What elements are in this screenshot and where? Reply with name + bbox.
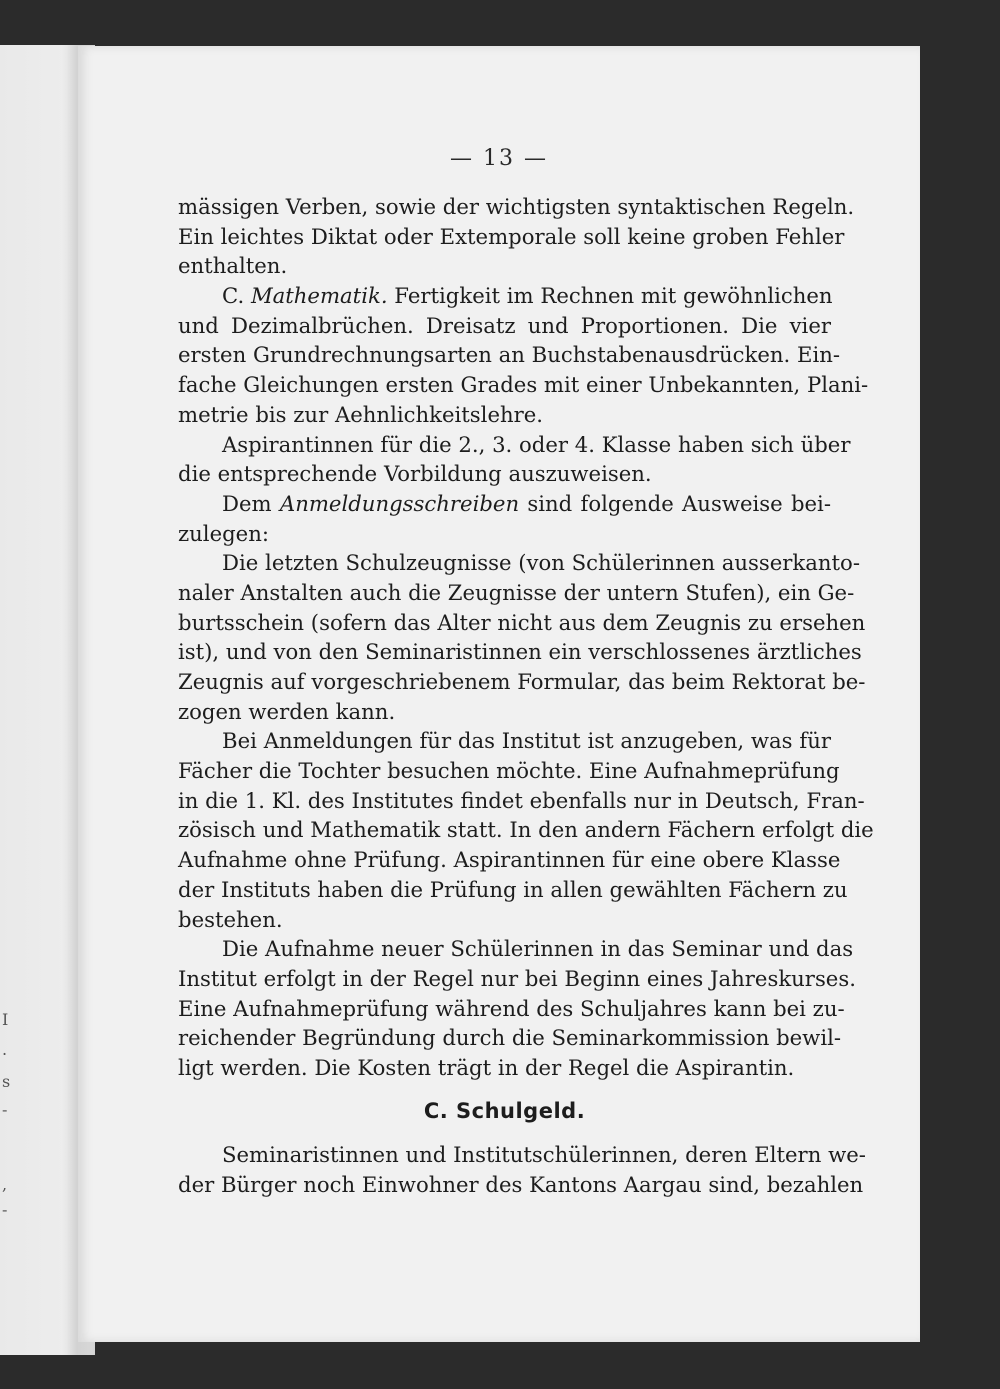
text-line: Bei Anmeldungen für das Institut ist anzugeben, was für: [222, 728, 831, 754]
text-line: reichender Begründung durch die Seminarkommission bewil-: [178, 1025, 842, 1051]
page-number: — 13 —: [450, 146, 548, 171]
emphasized-term: Anmeldungsschreiben: [279, 490, 520, 516]
text-line: naler Anstalten auch die Zeugnisse der untern Stufen), ein Ge-: [178, 579, 855, 605]
subject-title: Mathematik.: [250, 283, 388, 309]
edge-mark: .: [2, 1040, 8, 1059]
text-line: burtsschein (sofern das Alter nicht aus dem Zeugnis zu ersehen: [178, 609, 866, 635]
text-line: metrie bis zur Aehnlichkeitslehre.: [178, 401, 544, 427]
text-line: Die Aufnahme neuer Schülerinnen in das Seminar und das: [222, 936, 854, 962]
text-line: enthalten.: [178, 253, 288, 279]
book-page: [78, 46, 920, 1342]
text-line: [178, 489, 831, 519]
line-lead: Dem: [222, 490, 280, 516]
line-rest: sind folgende Ausweise bei-: [519, 490, 831, 516]
edge-mark: I: [2, 1010, 9, 1029]
text-line: Fächer die Tochter besuchen möchte. Eine Aufnahmeprüfung: [178, 758, 840, 784]
text-line: zösisch und Mathematik statt. In den andern Fächern erfolgt die: [178, 817, 874, 843]
text-line: der Bürger noch Einwohner des Kantons Aargau sind, bezahlen: [178, 1172, 864, 1197]
text-line: Seminaristinnen und Institutschülerinnen, deren Eltern we-: [222, 1142, 866, 1168]
text-line: mässigen Verben, sowie der wichtigsten syntaktischen Regeln.: [178, 194, 855, 219]
text-line: zogen werden kann.: [178, 698, 396, 724]
section-heading: C. Schulgeld.: [423, 1098, 586, 1123]
text-line: fache Gleichungen ersten Grades mit einer Unbekannten, Plani-: [178, 372, 869, 398]
text-line: Eine Aufnahmeprüfung während des Schuljahres kann bei zu-: [178, 995, 845, 1021]
text-line: Ein leichtes Diktat oder Extemporale soll keine groben Fehler: [178, 223, 845, 249]
text-line: ist), und von den Seminaristinnen ein verschlossenes ärztliches: [178, 639, 862, 665]
text-line: Aufnahme ohne Prüfung. Aspirantinnen für eine obere Klasse: [178, 847, 841, 873]
text-line: die entsprechende Vorbildung auszuweisen.: [178, 461, 652, 487]
edge-mark: ,: [2, 1175, 8, 1194]
text-line: ligt werden. Die Kosten trägt in der Regel die Aspirantin.: [178, 1054, 795, 1080]
edge-mark: -: [2, 1100, 8, 1119]
edge-mark: -: [2, 1200, 8, 1219]
text-line: Institut erfolgt in der Regel nur bei Beginn eines Jahreskurses.: [178, 965, 856, 991]
text-line: bestehen.: [178, 906, 283, 932]
text-line: Zeugnis auf vorgeschriebenem Formular, das beim Rektorat be-: [178, 669, 866, 694]
line-rest: Fertigkeit im Rechnen mit gewöhnlichen: [387, 283, 833, 309]
text-line: in die 1. Kl. des Institutes findet ebenfalls nur in Deutsch, Fran-: [178, 787, 865, 813]
body-text: [178, 192, 874, 1200]
section-letter: C.: [222, 283, 251, 309]
text-line: und Dezimalbrüchen. Dreisatz und Proportionen. Die vier: [178, 312, 831, 338]
text-line: zulegen:: [178, 520, 270, 546]
edge-mark: s: [2, 1072, 11, 1091]
text-line: ersten Grundrechnungsarten an Buchstabenausdrücken. Ein-: [178, 342, 841, 368]
text-line: [178, 281, 831, 311]
text-line: der Instituts haben die Prüfung in allen gewählten Fächern zu: [178, 876, 848, 902]
text-line: Aspirantinnen für die 2., 3. oder 4. Klasse haben sich über: [222, 431, 851, 457]
text-line: Die letzten Schulzeugnisse (von Schülerinnen ausserkanto-: [222, 550, 860, 576]
